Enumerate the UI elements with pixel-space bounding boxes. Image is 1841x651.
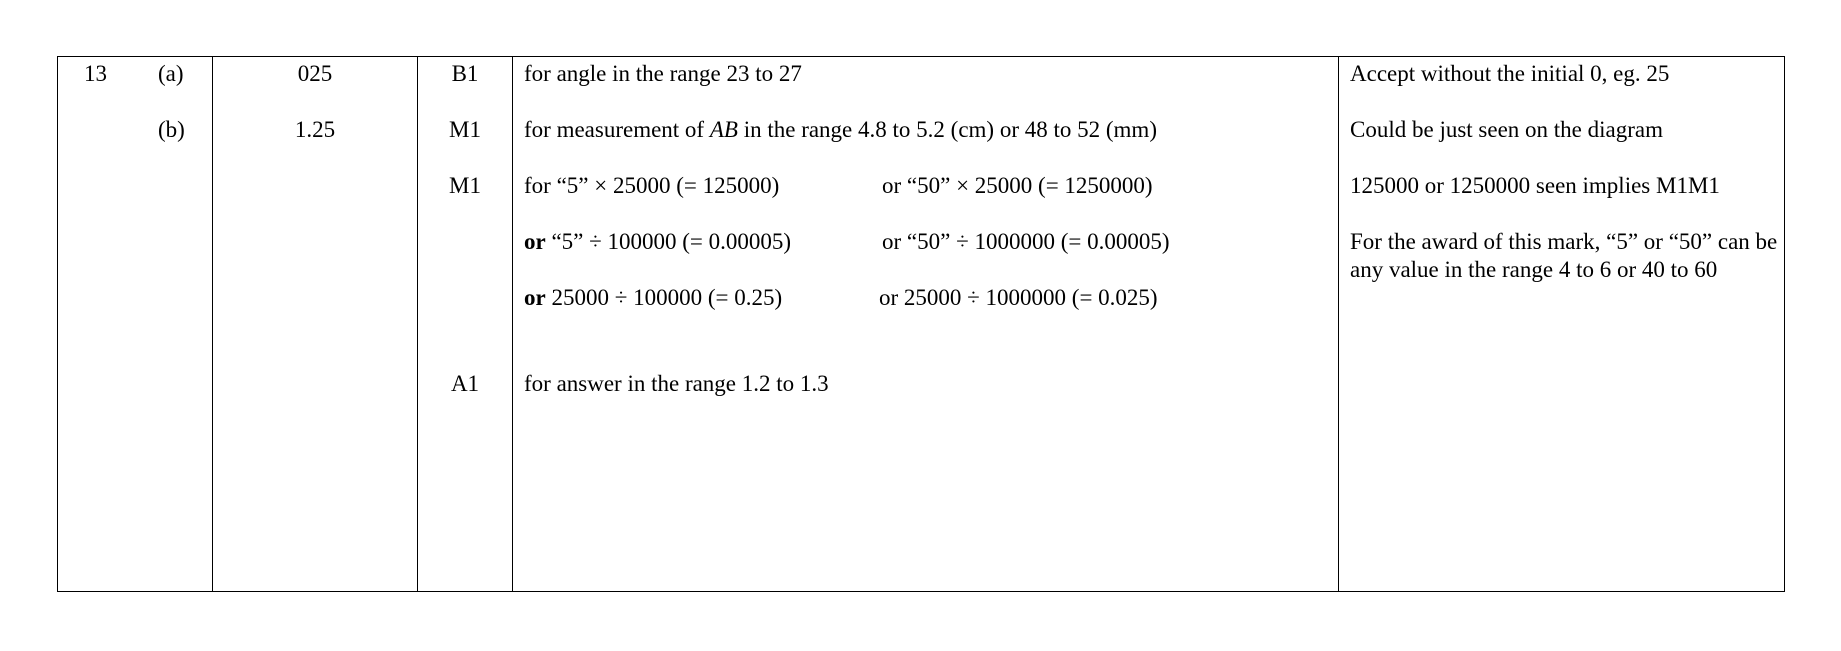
guidance-note: Could be just seen on the diagram [1350,117,1663,142]
working-method-line: for “5” × 25000 (= 125000) [524,173,780,198]
working-text: for angle in the range 23 to 27 [524,61,802,86]
column-divider [1338,56,1339,592]
guidance-note: 125000 or 1250000 seen implies M1M1 [1350,173,1720,198]
guidance-note: Accept without the initial 0, eg. 25 [1350,61,1670,86]
question-number: 13 [84,61,107,86]
mark-code: A1 [450,371,480,396]
working-method-alt: or “50” ÷ 1000000 (= 0.00005) [882,229,1170,254]
answer-b: 1.25 [294,117,336,142]
working-method-line: or “5” ÷ 100000 (= 0.00005) [524,229,792,254]
mark-code: M1 [449,117,481,142]
answer-a: 025 [297,61,333,86]
part-label-b: (b) [158,117,185,142]
working-method-alt: or 25000 ÷ 1000000 (= 0.025) [879,285,1158,310]
working-method-line: or 25000 ÷ 100000 (= 0.25) [524,285,783,310]
mark-code: M1 [449,173,481,198]
mark-code: B1 [451,61,479,86]
working-method-alt: or “50” × 25000 (= 1250000) [882,173,1153,198]
segment-ab-label: AB [709,117,738,142]
working-text: for measurement of AB in the range 4.8 to 5.2 (cm) or 48 to 52 (mm) [524,117,1157,142]
part-label-a: (a) [158,61,184,86]
working-text: for answer in the range 1.2 to 1.3 [524,371,829,396]
column-divider [512,56,513,592]
guidance-note: For the award of this mark, “5” or “50” can be any value in the range 4 to 6 or 40 to 60 [1350,229,1778,282]
